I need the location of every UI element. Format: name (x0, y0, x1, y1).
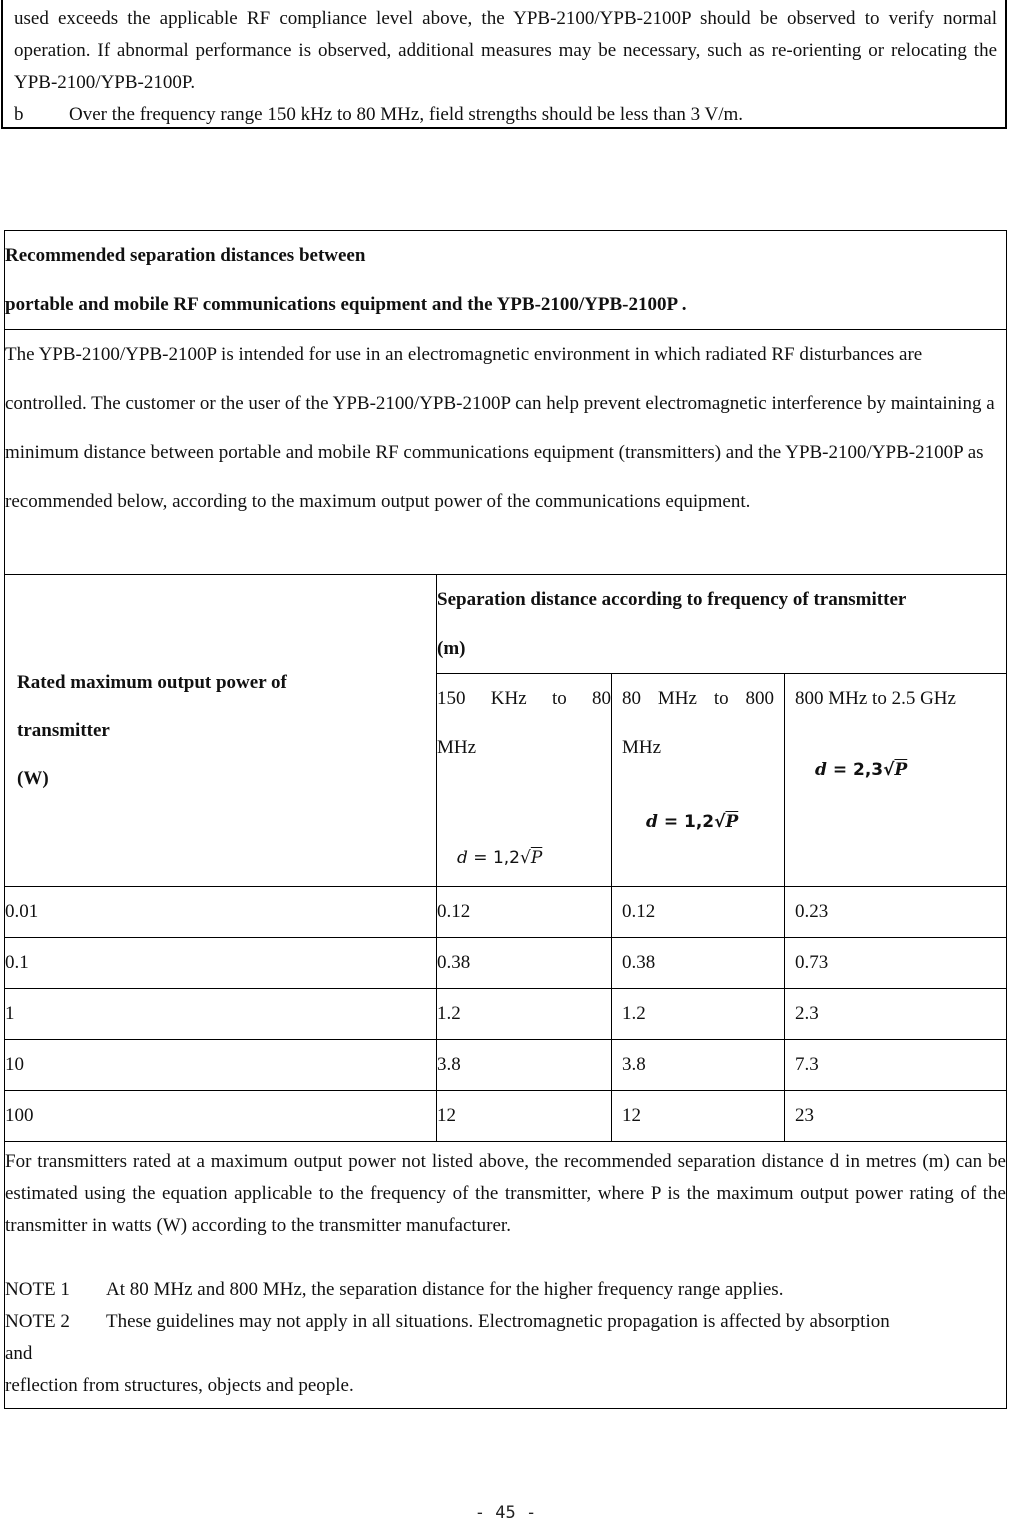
separation-header-line-2: (m) (437, 638, 466, 659)
separation-distance-table (4, 230, 1007, 1409)
rated-header-line-3: (W) (17, 767, 49, 789)
table-row (5, 1091, 1007, 1142)
rated-power-header (5, 575, 437, 887)
continuation-box (1, 0, 1007, 129)
caption-line-1: Recommended separation distances between (5, 245, 366, 266)
freq-col-1-label-line-2: MHz (437, 737, 477, 758)
rated-header-line-1: Rated maximum output power of (17, 671, 287, 693)
distance-cell: 7.3 (785, 1040, 1007, 1091)
distance-cell: 0.23 (785, 887, 1007, 938)
table-row (5, 989, 1007, 1040)
note-2-text: These guidelines may not apply in all situations. Electromagnetic propagation is affected by absorption (106, 1311, 890, 1332)
distance-cell: 12 (612, 1091, 785, 1142)
table-intro: The YPB-2100/YPB-2100P is intended for use in an electromagnetic environment in which radiated RF disturbances are controlled. The customer or the user of the YPB-2100/YPB-2100P can help prevent electromagnetic interference by maintaining a minimum distance between portable and mobile RF communications equipment (transmitters) and the YPB-2100/YPB-2100P as recommended below, according to the maximum output power of the communications equipment. (5, 330, 1007, 575)
freq-col-3-label-line-1: 800 MHz to 2.5 GHz (795, 688, 956, 709)
formula-col-1: d = 1,2√P (457, 848, 543, 868)
power-cell: 10 (5, 1040, 437, 1091)
table-row (5, 1040, 1007, 1091)
separation-header (437, 575, 1007, 674)
separation-header-line-1: Separation distance according to frequency of transmitter (437, 589, 907, 610)
page-number: - 45 - (474, 1503, 537, 1523)
distance-cell: 2.3 (785, 989, 1007, 1040)
freq-col-2-label-line-2: MHz (622, 737, 662, 758)
formula-col-2: d = 1,2√P (646, 812, 739, 832)
freq-col-2-label-line-1: 80 MHz to 800 (622, 688, 774, 709)
distance-cell: 12 (437, 1091, 612, 1142)
note-1-label: NOTE 1 (5, 1279, 70, 1300)
note-2-label: NOTE 2 (5, 1311, 70, 1332)
freq-column-2 (612, 674, 785, 887)
freq-col-1-label-line-1: 150 KHz to 80 (437, 688, 611, 709)
table-caption (5, 231, 1007, 330)
note-1-text: At 80 MHz and 800 MHz, the separation distance for the higher frequency range applies. (106, 1279, 784, 1300)
distance-cell: 0.12 (437, 887, 612, 938)
table-row (5, 887, 1007, 938)
note-2 (5, 1306, 1006, 1338)
power-cell: 1 (5, 989, 437, 1040)
freq-column-3 (785, 674, 1007, 887)
footnote-text: Over the frequency range 150 kHz to 80 MHz, field strengths should be less than 3 V/m. (69, 104, 743, 125)
rated-header-line-2: transmitter (17, 719, 110, 741)
note-2-continuation-1: and (5, 1343, 33, 1364)
distance-cell: 0.73 (785, 938, 1007, 989)
freq-column-1 (437, 674, 612, 887)
footnote-b (14, 99, 997, 131)
table-footer (5, 1142, 1007, 1409)
distance-cell: 23 (785, 1091, 1007, 1142)
distance-cell: 0.38 (437, 938, 612, 989)
continuation-paragraph: used exceeds the applicable RF compliance level above, the YPB-2100/YPB-2100P should be observed to verify normal operation. If abnormal performance is observed, additional measures may be necessary, such as re-orienting or relocating the YPB-2100/YPB-2100P. (14, 8, 997, 93)
footer-paragraph: For transmitters rated at a maximum output power not listed above, the recommended separation distance d in metres (m) can be estimated using the equation applicable to the frequency of the transmitter, where P is the maximum output power rating of the transmitter in watts (W) according to the transmitter manufacturer. (5, 1151, 1006, 1236)
table-row (5, 938, 1007, 989)
distance-cell: 3.8 (437, 1040, 612, 1091)
distance-cell: 3.8 (612, 1040, 785, 1091)
power-cell: 100 (5, 1091, 437, 1142)
note-2-continuation-2: reflection from structures, objects and people. (5, 1375, 354, 1396)
formula-col-3: d = 2,3√P (815, 760, 908, 780)
footnote-label: b (14, 104, 24, 125)
caption-line-2: portable and mobile RF communications equipment and the YPB-2100/YPB-2100P . (5, 294, 687, 315)
power-cell: 0.1 (5, 938, 437, 989)
distance-cell: 1.2 (437, 989, 612, 1040)
distance-cell: 0.38 (612, 938, 785, 989)
note-1 (5, 1274, 1006, 1306)
power-cell: 0.01 (5, 887, 437, 938)
distance-cell: 1.2 (612, 989, 785, 1040)
distance-cell: 0.12 (612, 887, 785, 938)
